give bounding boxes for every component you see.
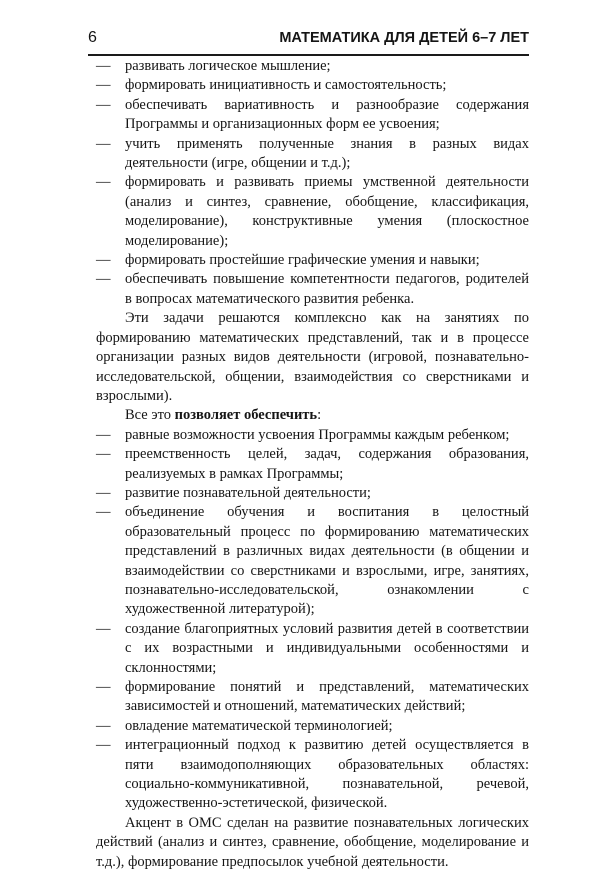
- page-header: [88, 28, 529, 56]
- list-item: — создание благоприятных условий развития детей в соответствии с их возрастными и индивидуальными особенностями и склонностями;: [96, 620, 529, 678]
- page-number: 6: [88, 29, 97, 46]
- list-item: — учить применять полученные знания в разных видах деятельности (игре, общении и т.д.);: [96, 135, 529, 174]
- list-item: — формировать и развивать приемы умственной деятельности (анализ и синтез, сравнение, обобщение, классификация, моделирование), конструктивные умения (плоскостное моделирование);: [96, 173, 529, 251]
- tasks-paragraph: Эти задачи решаются комплексно как на занятиях по формированию математических представлений, так и в процессе организации разных видов деятельности (игровой, познавательно-исследовательской, общении, взаимодействия со сверстниками и взрослыми).: [96, 310, 529, 404]
- list-item: — равные возможности усвоения Программы каждым ребенком;: [96, 426, 529, 445]
- provides-intro-suffix: :: [317, 407, 322, 424]
- list-item: — формировать простейшие графические умения и навыки;: [96, 251, 529, 270]
- provides-intro-bold: позволяет обеспечить: [174, 407, 318, 424]
- provides-intro-prefix: Все это: [125, 407, 175, 424]
- provides-intro: [96, 406, 529, 425]
- list-item: — формировать инициативность и самостоятельность;: [96, 76, 529, 95]
- running-title: МАТЕМАТИКА ДЛЯ ДЕТЕЙ 6–7 ЛЕТ: [279, 30, 529, 46]
- provides-list: [96, 426, 529, 814]
- tasks-list: [96, 57, 529, 309]
- list-item: — формирование понятий и представлений, математических зависимостей и отношений, математических действий;: [96, 678, 529, 717]
- list-item: — преемственность целей, задач, содержания образования, реализуемых в рамках Программы;: [96, 445, 529, 484]
- list-item: — интеграционный подход к развитию детей осуществляется в пяти взаимодополняющих образовательных областях: социально-коммуникативной, познавательной, речевой, художественно-эстетической, физической.: [96, 736, 529, 814]
- final-paragraph: Акцент в ОМС сделан на развитие познавательных логических действий (анализ и синтез, сравнение, обобщение, моделирование и т.д.), формирование предпосылок учебной деятельности.: [96, 814, 529, 870]
- list-item: — развитие познавательной деятельности;: [96, 484, 529, 503]
- list-item: — развивать логическое мышление;: [96, 57, 529, 76]
- list-item: — овладение математической терминологией;: [96, 717, 529, 736]
- list-item: — объединение обучения и воспитания в целостный образовательный процесс по формированию математических представлений в различных видах деятельности (в общении и взаимодействии со сверстниками и взрослыми, игре, занятиях, познавательно-исследовательской, ознакомлении с художественной литературой);: [96, 503, 529, 619]
- list-item: — обеспечивать повышение компетентности педагогов, родителей в вопросах математического развития ребенка.: [96, 270, 529, 309]
- list-item: — обеспечивать вариативность и разнообразие содержания Программы и организационных форм ее усвоения;: [96, 96, 529, 135]
